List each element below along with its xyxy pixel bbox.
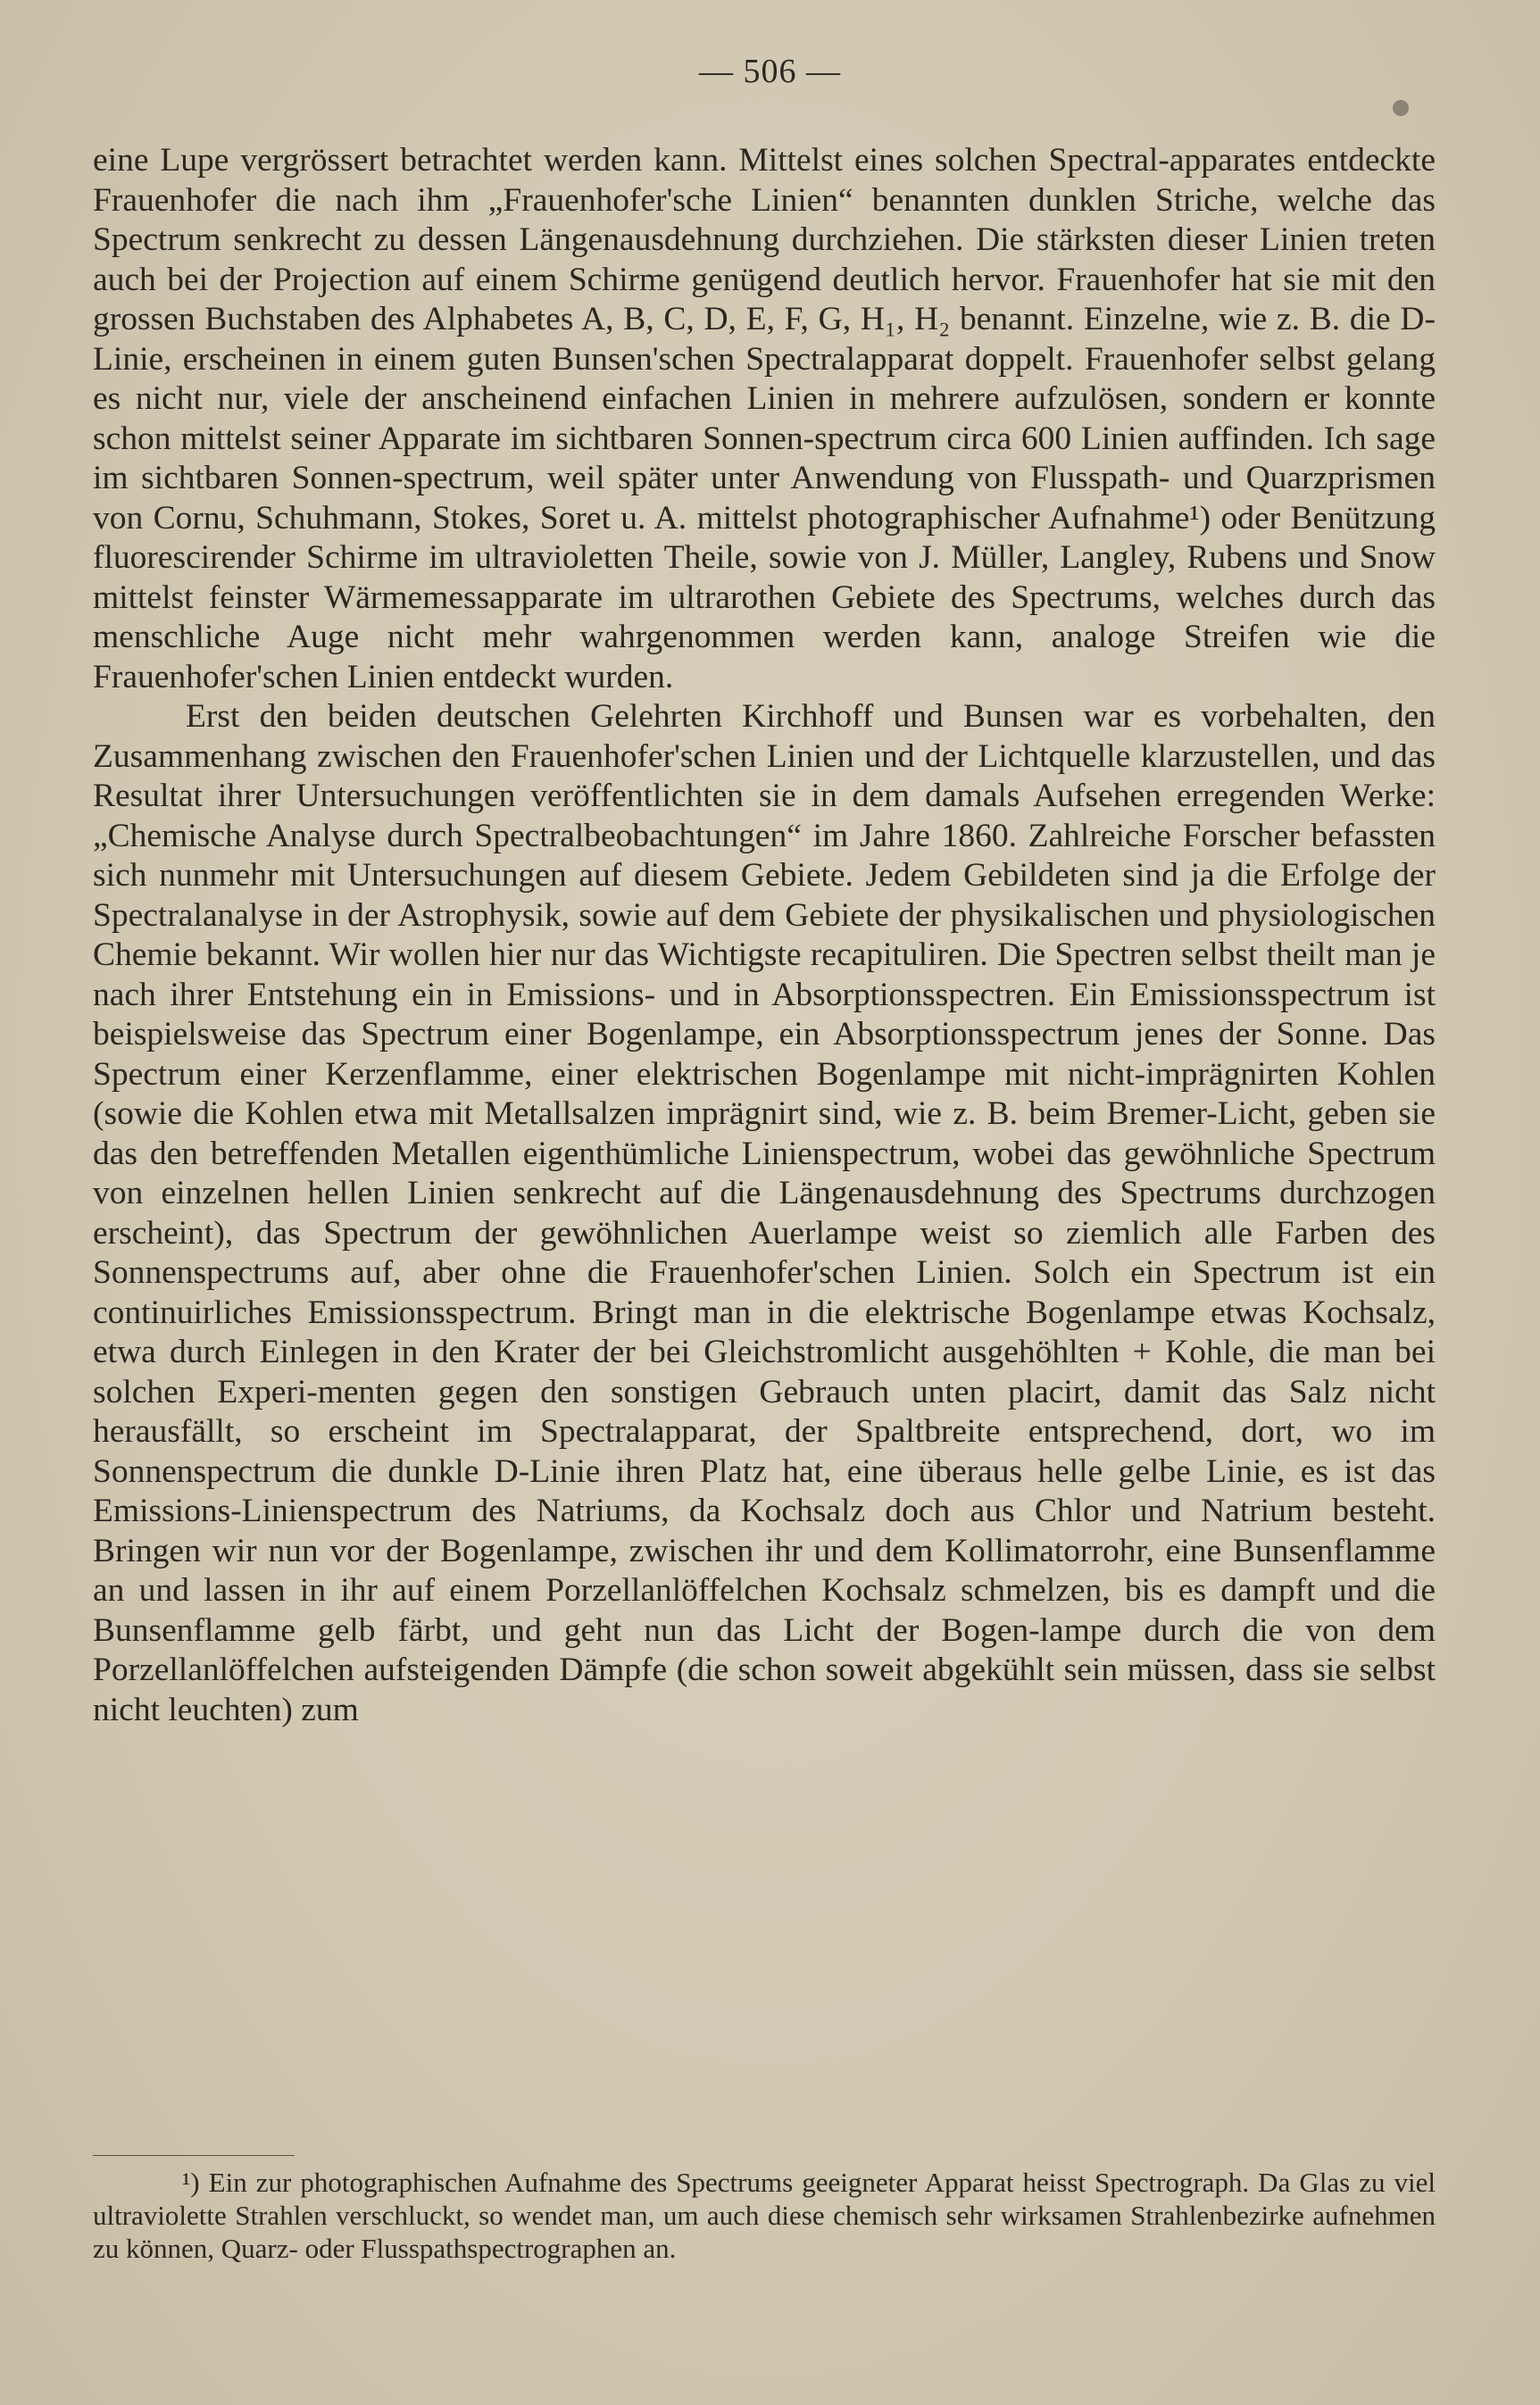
paper-stain [1393,100,1409,116]
page-number: — 506 — [699,53,841,90]
paragraph-2: Erst den beiden deutschen Gelehrten Kirchhoff und Bunsen war es vorbehalten, den Zusammenhang zwischen den Frauenhofer'schen Linien und der Lichtquelle klarzustellen, und das Resultat ihrer Untersuchungen veröffentlichten sie in dem damals Aufsehen erregenden Werke: „Chemische Analyse durch Spectralbeobachtungen“ im Jahre 1860. Zahlreiche Forscher befassten sich nunmehr mit Untersuchungen auf diesem Gebiete. Jedem Gebildeten sind ja die Erfolge der Spectralanalyse in der Astrophysik, sowie auf dem Gebiete der physikalischen und physiologischen Chemie bekannt. Wir wollen hier nur das Wichtigste recapituliren. Die Spectren selbst theilt man je nach ihrer Entstehung ein in Emissions- und in Absorptionsspectren. Ein Emissionsspectrum ist beispielsweise das Spectrum einer Bogenlampe, ein Absorptionsspectrum jenes der Sonne. Das Spectrum einer Kerzenflamme, einer elektrischen Bogenlampe mit nicht-imprägnirten Kohlen (sowie die Kohlen etwa mit Metallsalzen imprägnirt sind, wie z. B. beim Bremer-Licht, geben sie das den betreffenden Metallen eigenthümliche Linienspectrum, wobei das gewöhnliche Spectrum von einzelnen hellen Linien senkrecht auf die Längenausdehnung des Spectrums durchzogen erscheint), das Spectrum der gewöhnlichen Auerlampe weist so ziemlich alle Farben des Sonnenspectrums auf, aber ohne die Frauenhofer'schen Linien. Solch ein Spectrum ist ein continuirliches Emissionsspectrum. Bringt man in die elektrische Bogenlampe etwas Kochsalz, etwa durch Einlegen in den Krater der bei Gleichstromlicht ausgehöhlten + Kohle, die man bei solchen Experi-menten gegen den sonstigen Gebrauch unten placirt, damit das Salz nicht herausfällt, so erscheint im Spectralapparat, der Spaltbreite entsprechend, dort, wo im Sonnenspectrum die dunkle D-Linie ihren Platz hat, eine überaus helle gelbe Linie, es ist das Emissions-Linienspectrum des Natriums, da Kochsalz doch aus Chlor und Natrium besteht. Bringen wir nun vor der Bogenlampe, zwischen ihr und dem Kollimatorrohr, eine Bunsenflamme an und lassen in ihr auf einem Porzellanlöffelchen Kochsalz schmelzen, bis es dampft und die Bunsenflamme gelb färbt, und geht nun das Licht der Bogen-lampe durch die von dem Porzellanlöffelchen aufsteigenden Dämpfe (die schon soweit abgekühlt sein müssen, dass sie selbst nicht leuchten) zum [93,698,1436,1728]
paragraph-1: eine Lupe vergrössert betrachtet werden kann. Mittelst eines solchen Spectral-apparates entdeckte Frauenhofer die nach ihm „Frauenhofer'sche Linien“ benannten dunklen Striche, welche das Spectrum senkrecht zu dessen Längenausdehnung durchziehen. Die stärksten dieser Linien treten auch bei der Projection auf einem Schirme genügend deutlich hervor. Frauenhofer hat sie mit den grossen Buchstaben des Alphabetes A, B, C, D, E, F, G, H₁, H₂ benannt. Einzelne, wie z. B. die D-Linie, erscheinen in einem guten Bunsen'schen Spectralapparat doppelt. Frauenhofer selbst gelang es nicht nur, viele der anscheinend einfachen Linien in mehrere aufzulösen, sondern er konnte schon mittelst seiner Apparate im sichtbaren Sonnen-spectrum circa 600 Linien auffinden. Ich sage im sichtbaren Sonnen-spectrum, weil später unter Anwendung von Flusspath- und Quarzprismen von Cornu, Schuhmann, Stokes, Soret u. A. mittelst photographischer Aufnahme¹) oder Benützung fluorescirender Schirme im ultravioletten Theile, sowie von J. Müller, Langley, Rubens und Snow mittelst feinster Wärmemessapparate im ultrarothen Gebiete des Spectrums, welches durch das menschliche Auge nicht mehr wahrgenommen werden kann, analoge Streifen wie die Frauenhofer'schen Linien entdeckt wurden. [93,142,1436,695]
footnote-divider [93,2155,295,2156]
footnote: ¹) Ein zur photographischen Aufnahme des Spectrums geeigneter Apparat heisst Spectrograph. Da Glas zu viel ultraviolette Strahlen verschluckt, so wendet man, um auch diese chemisch sehr wirksamen Strahlenbezirke aufnehmen zu können, Quarz- oder Flusspathspectrographen an. [93,2167,1436,2264]
body-text [93,141,1436,1730]
